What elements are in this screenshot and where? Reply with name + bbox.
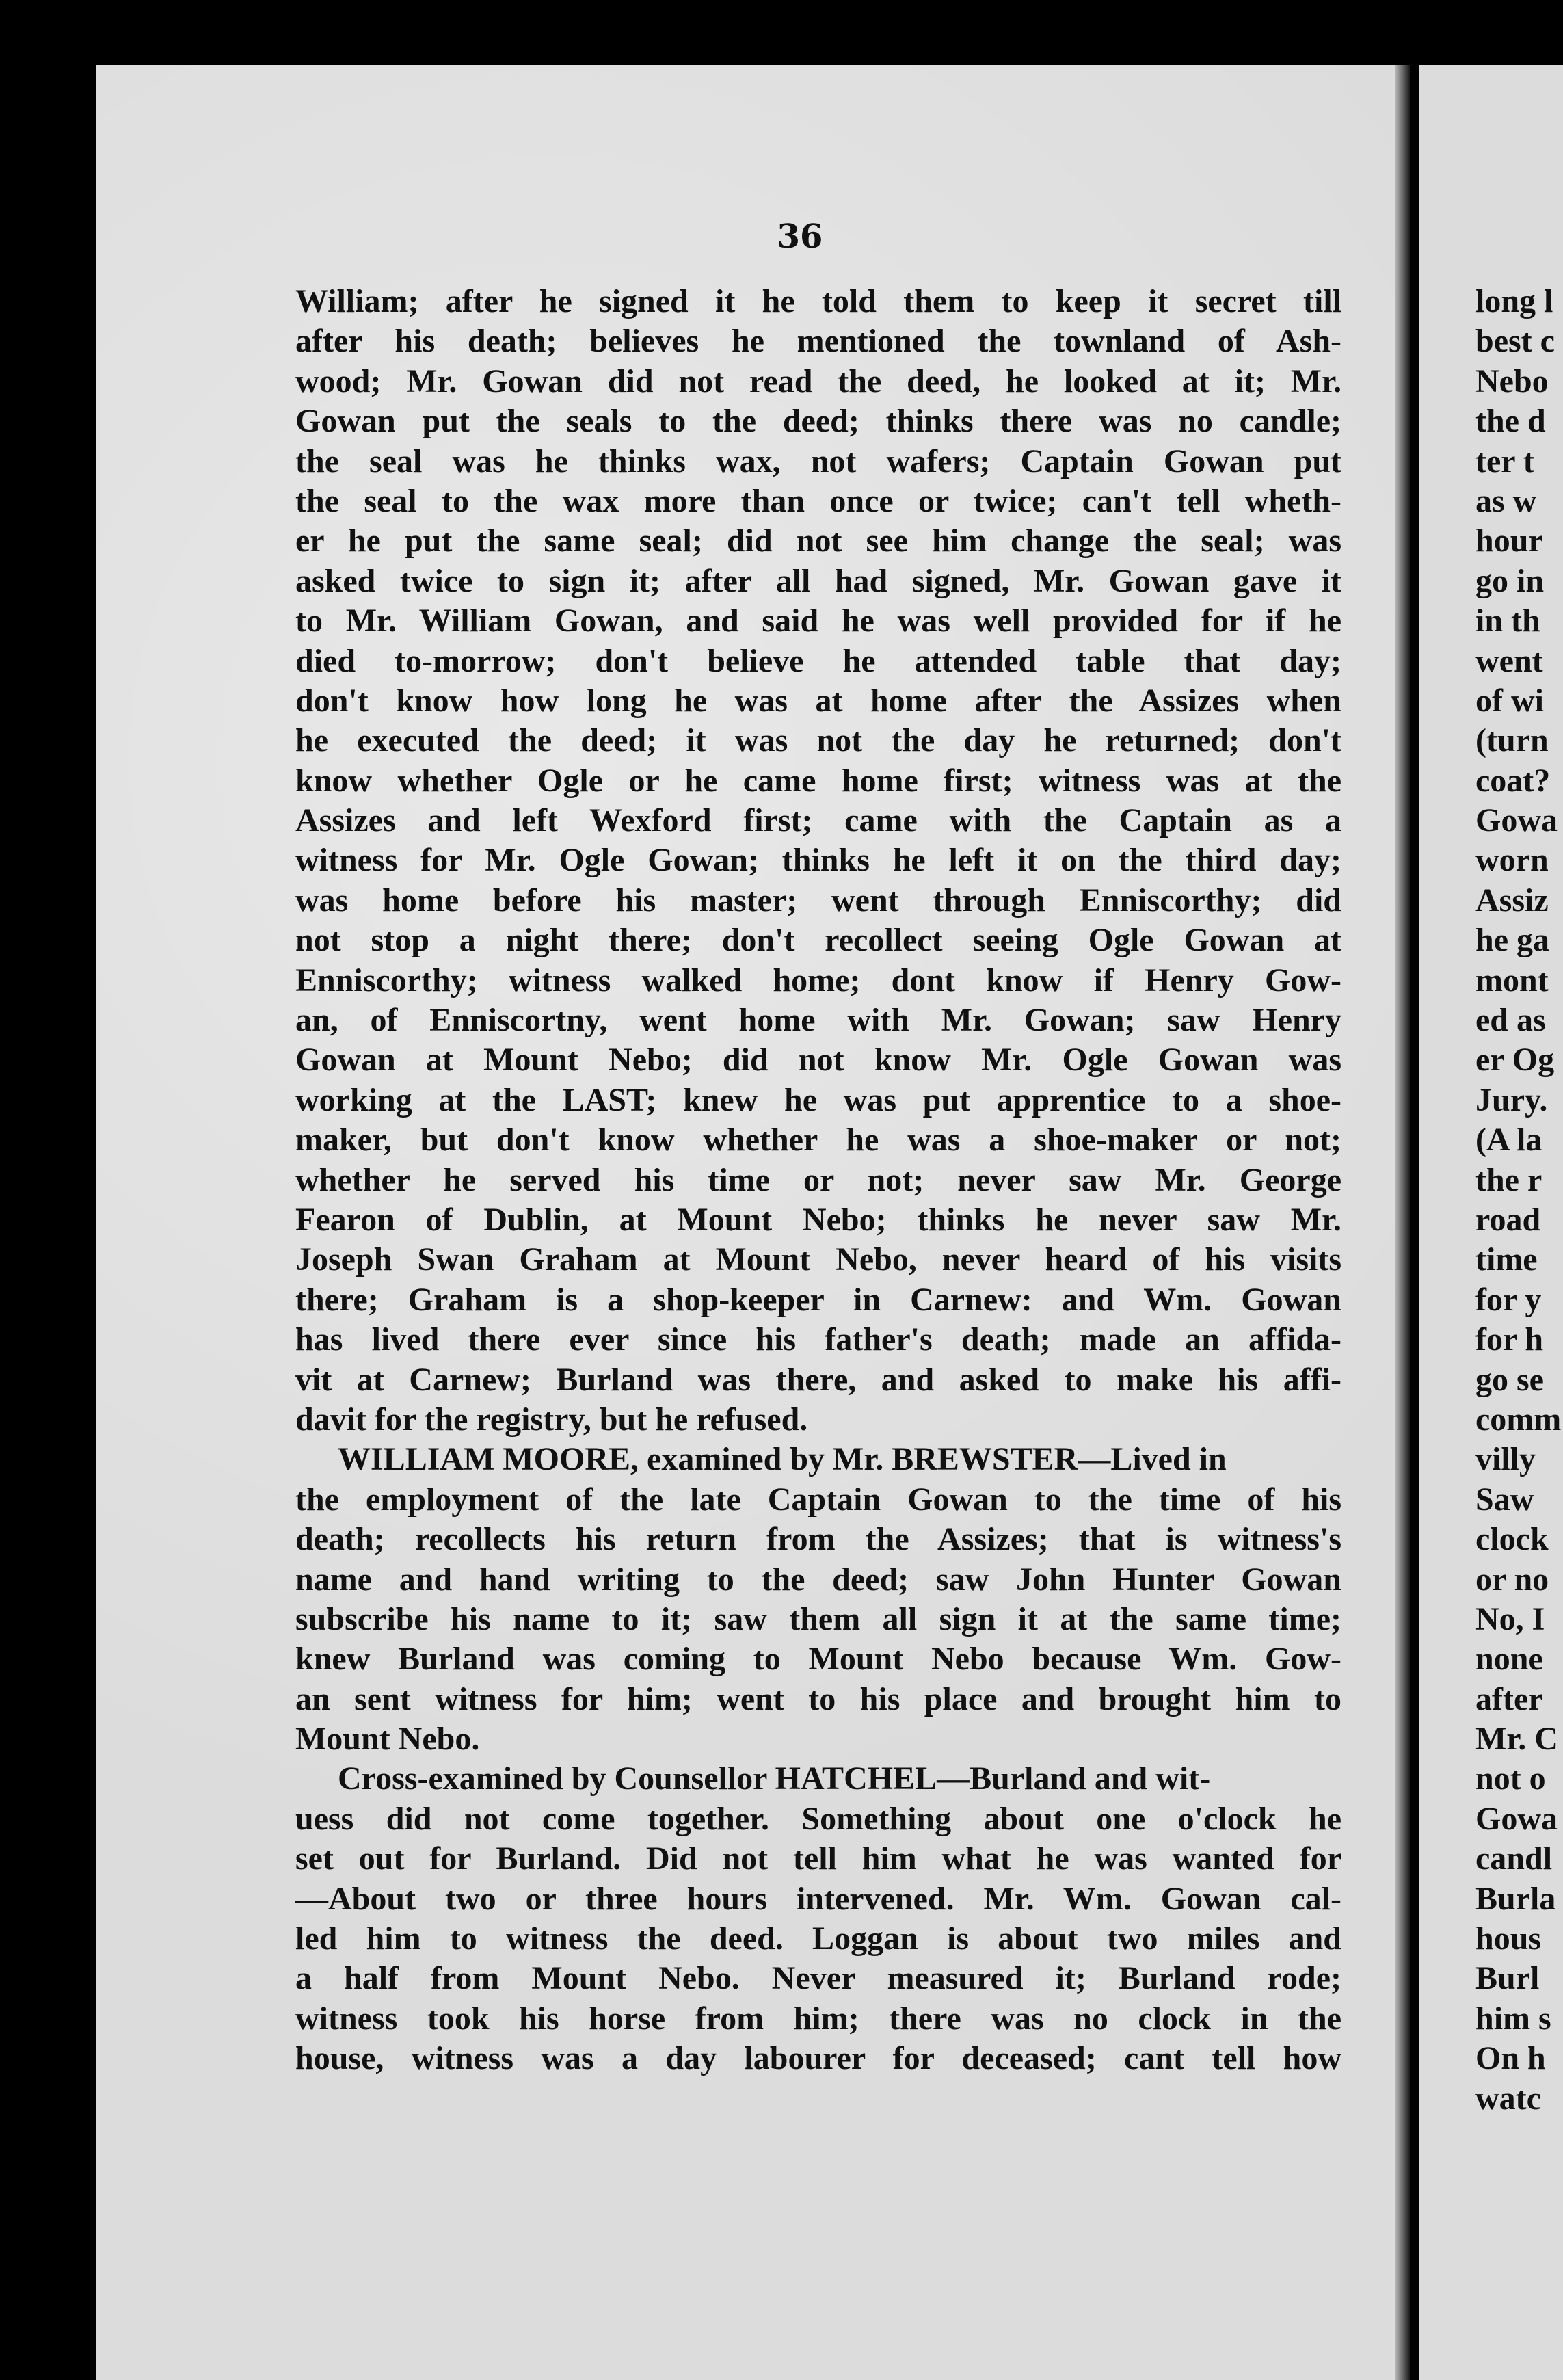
text-line: davit for the registry, but he refused. bbox=[295, 1401, 808, 1438]
text-line: name and hand writing to the deed; saw John Hunter Gowan bbox=[295, 1561, 1341, 1598]
page-number: 36 bbox=[777, 217, 823, 256]
text-line-fragment: go se bbox=[1475, 1361, 1544, 1398]
text-line: asked twice to sign it; after all had signed, Mr. Gowan gave it bbox=[295, 562, 1341, 599]
text-line: not stop a night there; don't recollect seeing Ogle Gowan at bbox=[295, 922, 1341, 959]
text-line-fragment: him s bbox=[1475, 2000, 1551, 2037]
text-line-fragment: Jury. bbox=[1475, 1081, 1548, 1118]
text-line-fragment: hour bbox=[1475, 523, 1543, 559]
text-line: William; after he signed it he told them to keep it secret till bbox=[295, 283, 1341, 319]
text-line-fragment: candl bbox=[1475, 1840, 1553, 1877]
text-line-fragment: Mr. C bbox=[1475, 1721, 1558, 1758]
right-page-text-fragment bbox=[1475, 282, 1563, 2119]
text-line: know whether Ogle or he came home first; witness was at the bbox=[295, 762, 1341, 799]
text-line: the employment of the late Captain Gowan to the time of his bbox=[295, 1481, 1341, 1518]
text-line-fragment: the r bbox=[1475, 1161, 1542, 1198]
text-line: has lived there ever since his father's death; made an affida- bbox=[295, 1321, 1341, 1358]
text-line-fragment: hous bbox=[1475, 1920, 1542, 1957]
text-line: an, of Enniscortny, went home with Mr. Gowan; saw Henry bbox=[295, 1002, 1341, 1039]
text-line-fragment: worn bbox=[1475, 842, 1549, 879]
text-line-fragment: of wi bbox=[1475, 682, 1544, 719]
text-line-fragment: Gowa bbox=[1475, 1800, 1558, 1837]
text-line-fragment: (A la bbox=[1475, 1122, 1542, 1159]
text-line-fragment: as w bbox=[1475, 482, 1537, 519]
text-line-fragment: the d bbox=[1475, 403, 1546, 440]
text-line: an sent witness for him; went to his place and brought him to bbox=[295, 1680, 1341, 1717]
text-line: he executed the deed; it was not the day he returned; don't bbox=[295, 722, 1341, 759]
text-line: set out for Burland. Did not tell him what he was wanted for bbox=[295, 1840, 1341, 1877]
text-line-fragment: best c bbox=[1475, 323, 1555, 360]
text-line-fragment: coat? bbox=[1475, 762, 1551, 799]
text-line-fragment: watc bbox=[1475, 2080, 1541, 2117]
text-line: Joseph Swan Graham at Mount Nebo, never heard of his visits bbox=[295, 1241, 1341, 1278]
text-line: don't know how long he was at home after the Assizes when bbox=[295, 682, 1341, 719]
text-line-fragment: not o bbox=[1475, 1760, 1546, 1797]
text-line: led him to witness the deed. Loggan is about two miles and bbox=[295, 1920, 1341, 1957]
text-line: Cross-examined by Counsellor HATCHEL—Burland and wit- bbox=[338, 1760, 1211, 1797]
text-line: Assizes and left Wexford first; came with the Captain as a bbox=[295, 802, 1341, 839]
text-line: subscribe his name to it; saw them all sign it at the same time; bbox=[295, 1600, 1341, 1637]
text-line: died to-morrow; don't believe he attended table that day; bbox=[295, 642, 1341, 679]
text-line-fragment: Nebo bbox=[1475, 362, 1549, 399]
text-line: Enniscorthy; witness walked home; dont know if Henry Gow- bbox=[295, 962, 1341, 999]
text-line: Mount Nebo. bbox=[295, 1721, 480, 1758]
text-line-fragment: ed as bbox=[1475, 1002, 1546, 1039]
text-line: Gowan put the seals to the deed; thinks there was no candle; bbox=[295, 403, 1341, 440]
text-line-fragment: went bbox=[1475, 642, 1543, 679]
text-line: Fearon of Dublin, at Mount Nebo; thinks he never saw Mr. bbox=[295, 1201, 1341, 1238]
text-line: —About two or three hours intervened. Mr. Wm. Gowan cal- bbox=[295, 1880, 1341, 1917]
text-line-fragment: ter t bbox=[1475, 442, 1534, 479]
left-page-text bbox=[295, 282, 1341, 2079]
text-line: death; recollects his return from the Assizes; that is witness's bbox=[295, 1521, 1341, 1558]
text-line: the seal to the wax more than once or twice; can't tell wheth- bbox=[295, 482, 1341, 519]
text-line: after his death; believes he mentioned the townland of Ash- bbox=[295, 323, 1341, 360]
text-line-fragment: er Og bbox=[1475, 1042, 1555, 1079]
text-line-fragment: road bbox=[1475, 1201, 1541, 1238]
text-line: uess did not come together. Something about one o'clock he bbox=[295, 1800, 1341, 1837]
text-line: house, witness was a day labourer for deceased; cant tell how bbox=[295, 2040, 1341, 2077]
text-line-fragment: On h bbox=[1475, 2040, 1546, 2077]
text-line: wood; Mr. Gowan did not read the deed, he looked at it; Mr. bbox=[295, 362, 1341, 399]
text-line-fragment: or no bbox=[1475, 1561, 1549, 1598]
text-line: WILLIAM MOORE, examined by Mr. BREWSTER—Lived in bbox=[338, 1441, 1227, 1478]
text-line: witness took his horse from him; there was no clock in the bbox=[295, 2000, 1341, 2037]
text-line-fragment: comm bbox=[1475, 1401, 1562, 1438]
text-line-fragment: none bbox=[1475, 1641, 1543, 1678]
text-line-fragment: long l bbox=[1475, 283, 1553, 319]
text-line: er he put the same seal; did not see him change the seal; was bbox=[295, 523, 1341, 559]
text-line: witness for Mr. Ogle Gowan; thinks he left it on the third day; bbox=[295, 842, 1341, 879]
text-line-fragment: villy bbox=[1475, 1441, 1536, 1478]
text-line: maker, but don't know whether he was a shoe-maker or not; bbox=[295, 1122, 1341, 1159]
text-line: was home before his master; went through Enniscorthy; did bbox=[295, 882, 1341, 918]
text-line-fragment: for y bbox=[1475, 1281, 1542, 1318]
text-line-fragment: Burl bbox=[1475, 1960, 1540, 1997]
text-line: vit at Carnew; Burland was there, and asked to make his affi- bbox=[295, 1361, 1341, 1398]
text-line-fragment: go in bbox=[1475, 562, 1545, 599]
text-line: knew Burland was coming to Mount Nebo because Wm. Gow- bbox=[295, 1641, 1341, 1678]
text-line: there; Graham is a shop-keeper in Carnew: and Wm. Gowan bbox=[295, 1281, 1341, 1318]
text-line: a half from Mount Nebo. Never measured it; Burland rode; bbox=[295, 1960, 1341, 1997]
text-line: whether he served his time or not; never saw Mr. George bbox=[295, 1161, 1341, 1198]
text-line: the seal was he thinks wax, not wafers; Captain Gowan put bbox=[295, 442, 1341, 479]
text-line: working at the LAST; knew he was put apprentice to a shoe- bbox=[295, 1081, 1341, 1118]
text-line-fragment: (turn bbox=[1475, 722, 1549, 759]
text-line-fragment: time bbox=[1475, 1241, 1538, 1278]
text-line-fragment: Assiz bbox=[1475, 882, 1549, 918]
text-line-fragment: in th bbox=[1475, 603, 1540, 639]
text-line-fragment: mont bbox=[1475, 962, 1549, 999]
text-line: Gowan at Mount Nebo; did not know Mr. Ogle Gowan was bbox=[295, 1042, 1341, 1079]
text-line-fragment: No, I bbox=[1475, 1600, 1545, 1637]
book-gutter bbox=[1395, 65, 1410, 2380]
text-line: to Mr. William Gowan, and said he was well provided for if he bbox=[295, 603, 1341, 639]
text-line-fragment: he ga bbox=[1475, 922, 1549, 959]
text-line-fragment: clock bbox=[1475, 1521, 1549, 1558]
text-line-fragment: Saw bbox=[1475, 1481, 1534, 1518]
text-line-fragment: Burla bbox=[1475, 1880, 1556, 1917]
text-line-fragment: for h bbox=[1475, 1321, 1544, 1358]
text-line-fragment: after bbox=[1475, 1680, 1543, 1717]
text-line-fragment: Gowa bbox=[1475, 802, 1558, 839]
